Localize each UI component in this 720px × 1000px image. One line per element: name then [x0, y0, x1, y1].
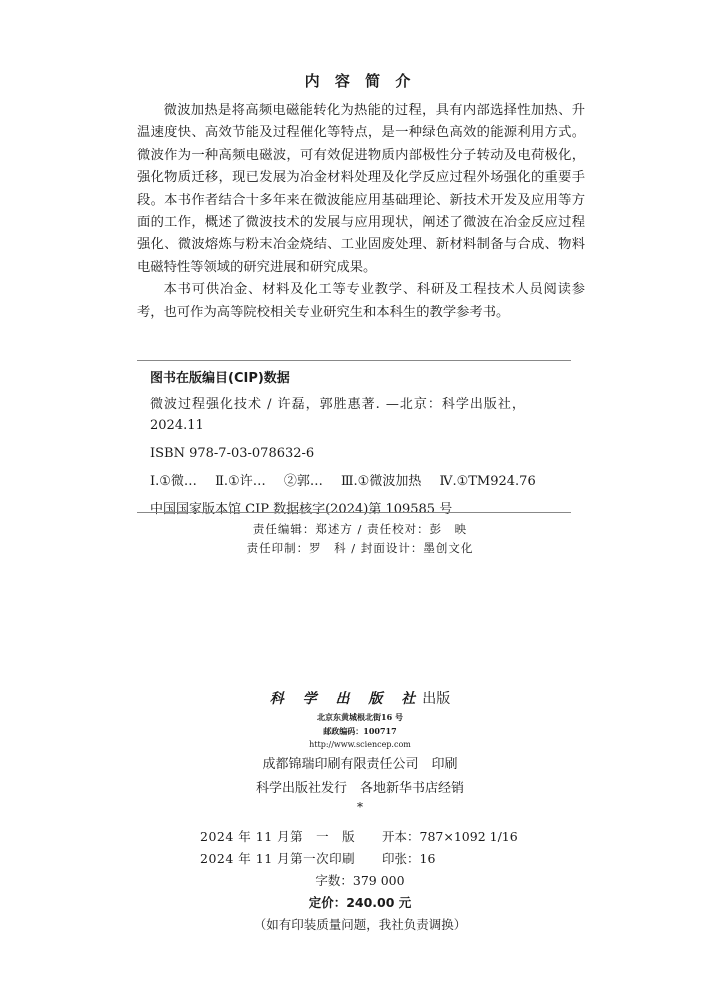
cip-class-1: Ⅰ.①微… [150, 474, 197, 489]
intro-paragraph-2: 本书可供冶金、材料及化工等专业教学、科研及工程技术人员阅读参考，也可作为高等院校相关专业研究生和本科生的教学参考书。 [137, 282, 585, 320]
publisher-name [0, 688, 720, 710]
cip-title-line: 微波过程强化技术 / 许磊，郭胜惠著. —北京：科学出版社， [150, 397, 526, 412]
publisher-block [0, 688, 720, 814]
intro-paragraph-1: 微波加热是将高频电磁能转化为热能的过程，具有内部选择性加热、升温速度快、高效节能及过程催化等特点，是一种绿色高效的能源利用方式。微波作为一种高频电磁波，可有效促进物质内部极性分子转动及电荷极化，强化物质迁移，现已发展为冶金材料处理及化学反应过程外场强化的重要手段。本书作者结合十多年来在微波能应用基础理论、新技术开发及应用等方面的工作，概述了微波技术的发展与应用现状，阐述了微波在冶金反应过程强化、微波熔炼与粉末冶金烧结、工业固废处理、新材料制备与合成、物料电磁特性等领域的研究进展和研究成果。 [137, 103, 585, 275]
cip-record-number: 中国国家版本馆 CIP 数据核字(2024)第 109585 号 [150, 502, 453, 517]
publisher-url: http://www.sciencep.com [309, 740, 411, 749]
cip-year-line: 2024.11 [150, 418, 204, 433]
staff-line-editors: 责任编辑：郑述方 / 责任校对：彭 映 [252, 522, 468, 536]
printing-line: 2024 年 11 月第一次印刷 [200, 851, 356, 866]
edition-block [200, 826, 520, 936]
edition-row [200, 826, 520, 848]
cip-top-divider [137, 360, 571, 361]
cip-isbn: ISBN 978-7-03-078632-6 [150, 446, 315, 461]
publisher-address: 北京东黄城根北街16 号 [317, 712, 403, 722]
cip-classification [150, 471, 570, 492]
intro-body [137, 100, 585, 324]
distributor-line: 科学出版社发行 各地新华书店经销 [255, 781, 464, 796]
cip-class-5: Ⅳ.①TM924.76 [439, 474, 536, 489]
cip-heading: 图书在版编目(CIP)数据 [150, 371, 290, 386]
cip-class-3: ②郭… [283, 474, 323, 489]
cip-class-2: Ⅱ.①许… [215, 474, 266, 489]
sheets-line: 印张：16 [382, 851, 436, 866]
staff-credits [0, 520, 720, 558]
publisher-name-suffix: 出版 [422, 691, 451, 707]
cip-block [150, 370, 570, 520]
edition-line: 2024 年 11 月第 一 版 [200, 829, 356, 844]
separator-star: * [357, 800, 363, 814]
word-count: 字数：379 000 [315, 873, 405, 888]
printer-line: 成都锦瑞印刷有限责任公司 印刷 [262, 757, 458, 772]
publisher-postcode: 邮政编码：100717 [323, 726, 397, 736]
price: 定价：240.00 元 [308, 895, 412, 910]
cip-class-4: Ⅲ.①微波加热 [341, 474, 422, 489]
printing-row [200, 848, 520, 870]
format-line: 开本：787×1092 1/16 [382, 829, 518, 844]
cip-bottom-divider [137, 512, 571, 513]
intro-title: 内 容 简 介 [304, 72, 416, 90]
publisher-logo-text: 科 学 出 版 社 [269, 691, 423, 707]
quality-note: （如有印装质量问题，我社负责调换） [253, 917, 467, 932]
staff-line-production: 责任印制：罗 科 / 封面设计：墨创文化 [246, 541, 474, 555]
